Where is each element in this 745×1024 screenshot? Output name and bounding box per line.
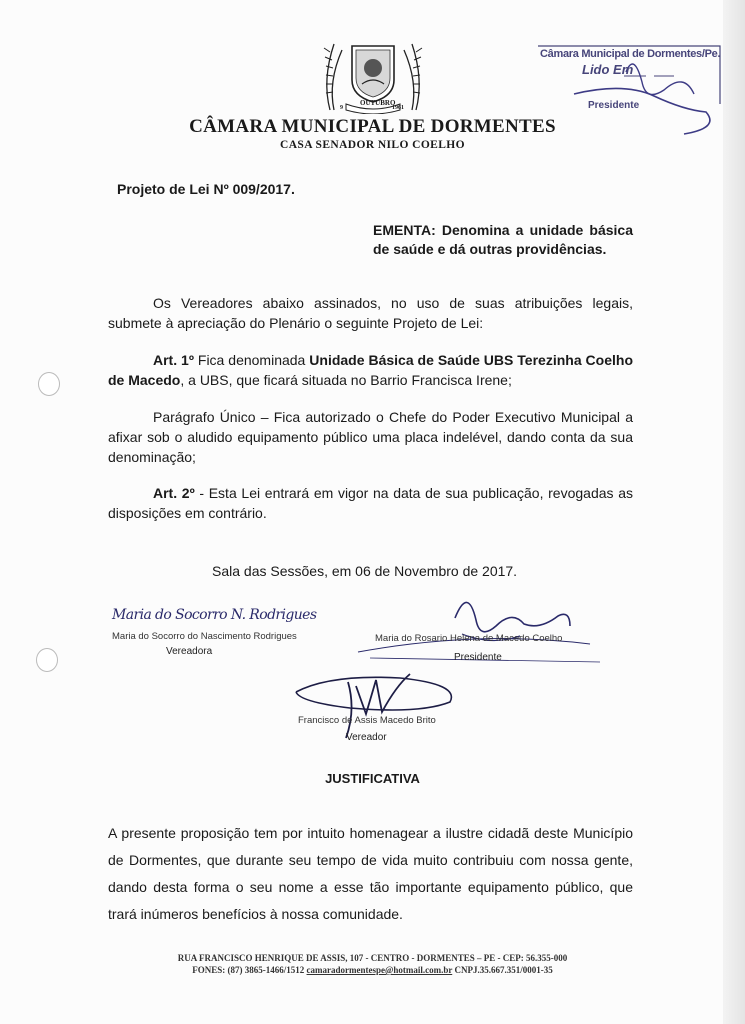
article-2 xyxy=(108,483,633,523)
crest-year: 1961 xyxy=(392,105,404,111)
art1-post: , a UBS, que ficará situada no Barrio Francisca Irene; xyxy=(180,372,512,388)
footer-cnpj: CNPJ.35.667.351/0001-35 xyxy=(454,965,553,975)
page-edge xyxy=(723,0,745,1024)
intro-paragraph: Os Vereadores abaixo assinados, no uso de suas atribuições legais, submete à apreciação do Plenário o seguinte Projeto de Lei: xyxy=(108,295,633,331)
ementa-text: Denomina a unidade básica de saúde e dá outras providências. xyxy=(373,222,633,257)
stamp-line1: Câmara Municipal de Dormentes/Pe. xyxy=(540,48,721,60)
art2-text: - Esta Lei entrará em vigor na data de sua publicação, revogadas as disposições em contrário. xyxy=(108,485,633,521)
ementa xyxy=(373,221,633,259)
justificativa-heading: JUSTIFICATIVA xyxy=(325,771,420,786)
art1-label: Art. 1º xyxy=(153,352,194,368)
article-1 xyxy=(108,350,633,390)
signatory-role: Vereador xyxy=(346,732,387,743)
org-subtitle: CASA SENADOR NILO COELHO xyxy=(279,139,465,151)
footer-address: RUA FRANCISCO HENRIQUE DE ASSIS, 107 - CENTRO - DORMENTES – PE - CEP: 56.355-000 xyxy=(177,953,568,963)
stamp-line3: Presidente xyxy=(588,100,640,111)
signatory-role: Vereadora xyxy=(166,646,213,657)
bill-title: Projeto de Lei Nº 009/2017. xyxy=(117,181,295,197)
footer-email[interactable]: camaradormentespe@hotmail.com.br xyxy=(306,965,453,975)
org-name: CÂMARA MUNICIPAL DE DORMENTES xyxy=(189,116,556,137)
justificativa-text: A presente proposição tem por intuito homenagear a ilustre cidadã deste Município de Dormentes, que durante seu tempo de vida muito contribuiu com nossa gente, dando desta forma o seu nome a esse tão importante equipamento público, que trará inúmeros benefícios à nossa comunidade. xyxy=(108,825,633,922)
art1-pre: Fica denominada xyxy=(193,352,310,368)
art2-label: Art. 2º xyxy=(153,485,195,501)
signatory-name: Maria do Rosario Helena de Macedo Coelho xyxy=(375,633,563,644)
footer-phones: FONES: (87) 3865-1466/1512 xyxy=(192,965,305,975)
ementa-label: EMENTA: xyxy=(373,222,436,238)
punch-hole xyxy=(36,648,58,672)
punch-hole xyxy=(38,372,60,396)
signatory-name: Francisco de Assis Macedo Brito xyxy=(298,715,436,726)
signatory-name: Maria do Socorro do Nascimento Rodrigues xyxy=(112,631,297,642)
footer-contacts xyxy=(0,965,745,975)
signatory-role: Presidente xyxy=(454,652,502,663)
art1-name: Unidade Básica de Saúde UBS Terezinha Coelho de Macedo xyxy=(108,352,633,388)
received-stamp xyxy=(534,42,724,138)
crest-day: 9 xyxy=(340,105,343,111)
signature-handwriting: Maria do Socorro N. Rodrigues xyxy=(112,607,317,623)
paragrafo-unico: Parágrafo Único – Fica autorizado o Chefe do Poder Executivo Municipal a afixar sob o aludido equipamento público uma placa indelével, dando conta da sua denominação; xyxy=(108,409,633,465)
stamp-line2: Lido Em xyxy=(582,62,634,77)
session-date: Sala das Sessões, em 06 de Novembro de 2017. xyxy=(212,563,518,579)
crest-ribbon-text: OUTUBRO xyxy=(360,99,396,107)
